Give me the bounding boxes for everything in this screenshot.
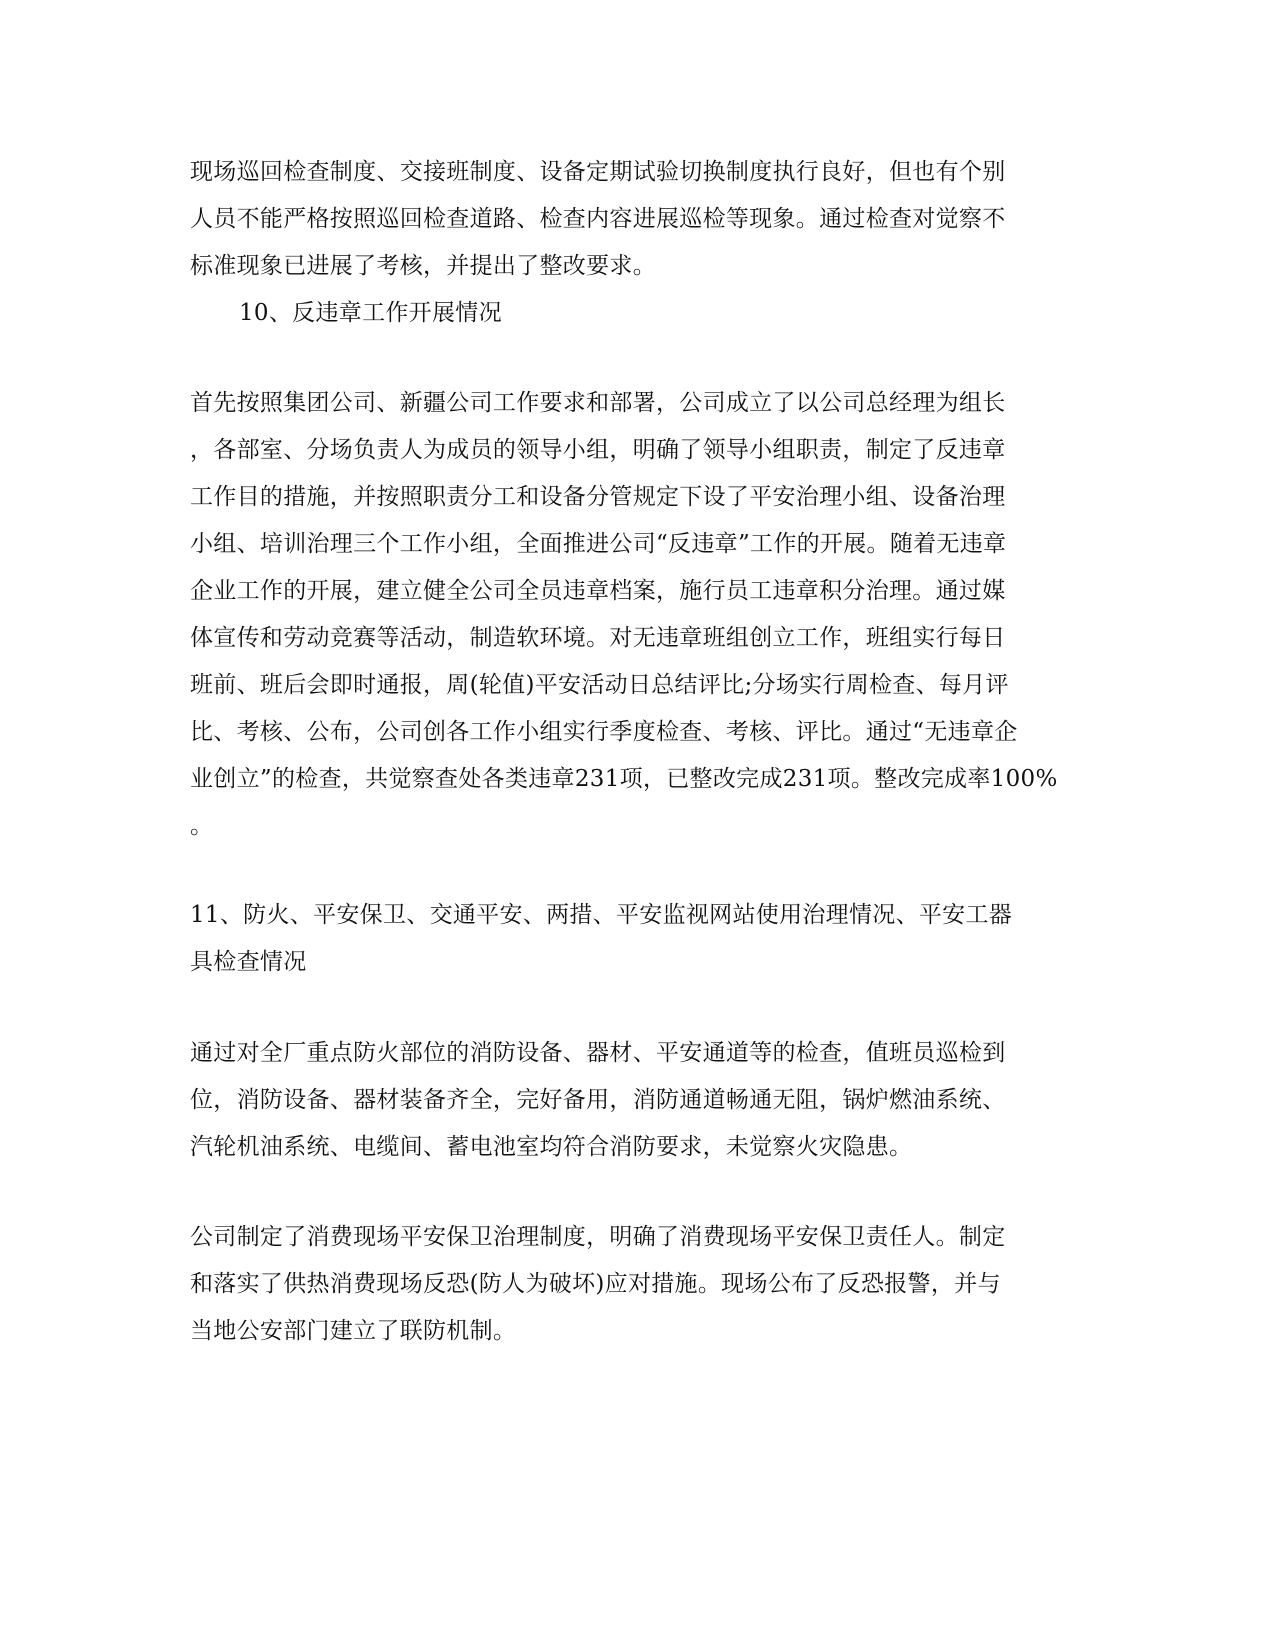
text-line: 现场巡回检查制度、交接班制度、设备定期试验切换制度执行良好，但也有个别 [190, 159, 1006, 185]
text-line: 当地公安部门建立了联防机制。 [190, 1318, 517, 1344]
text-line: 具检查情况 [190, 949, 307, 975]
section-heading-10: 10、反违章工作开展情况 [239, 300, 502, 326]
text-line: 企业工作的开展，建立健全公司全员违章档案，施行员工违章积分治理。通过媒 [190, 578, 1006, 604]
text-line: 通过对全厂重点防火部位的消防设备、器材、平安通道等的检查，值班员巡检到 [190, 1040, 1006, 1066]
text-line: 体宣传和劳动竞赛等活动，制造软环境。对无违章班组创立工作，班组实行每日 [190, 625, 1006, 651]
text-line: 汽轮机油系统、电缆间、蓄电池室均符合消防要求，未觉察火灾隐患。 [190, 1134, 913, 1160]
text-line: 小组、培训治理三个工作小组，全面推进公司“反违章”工作的开展。随着无违章 [190, 531, 1007, 557]
text-line: 首先按照集团公司、新疆公司工作要求和部署，公司成立了以公司总经理为组长 [190, 390, 1006, 416]
text-line: 人员不能严格按照巡回检查道路、检查内容进展巡检等现象。通过检查对觉察不 [190, 206, 1006, 232]
text-line: 位，消防设备、器材装备齐全，完好备用，消防通道畅通无阻，锅炉燃油系统、 [190, 1087, 1006, 1113]
text-line: 标准现象已进展了考核，并提出了整改要求。 [190, 253, 656, 279]
text-line: 班前、班后会即时通报，周(轮值)平安活动日总结评比;分场实行周检查、每月评 [190, 672, 1009, 698]
text-line: 业创立”的检查，共觉察查处各类违章231项，已整改完成231项。整改完成率100% [190, 766, 1058, 792]
text-line: 公司制定了消费现场平安保卫治理制度，明确了消费现场平安保卫责任人。制定 [190, 1224, 1006, 1250]
text-line: 和落实了供热消费现场反恐(防人为破坏)应对措施。现场公布了反恐报警，并与 [190, 1271, 1001, 1297]
text-line: 比、考核、公布，公司创各工作小组实行季度检查、考核、评比。通过“无违章企 [190, 719, 1018, 745]
text-line: 11、防火、平安保卫、交通平安、两措、平安监视网站使用治理情况、平安工器 [190, 902, 1013, 928]
text-line: 。 [190, 813, 214, 839]
text-line: 工作目的措施，并按照职责分工和设备分管规定下设了平安治理小组、设备治理 [190, 484, 1006, 510]
text-line: ，各部室、分场负责人为成员的领导小组，明确了领导小组职责，制定了反违章 [190, 437, 1006, 463]
